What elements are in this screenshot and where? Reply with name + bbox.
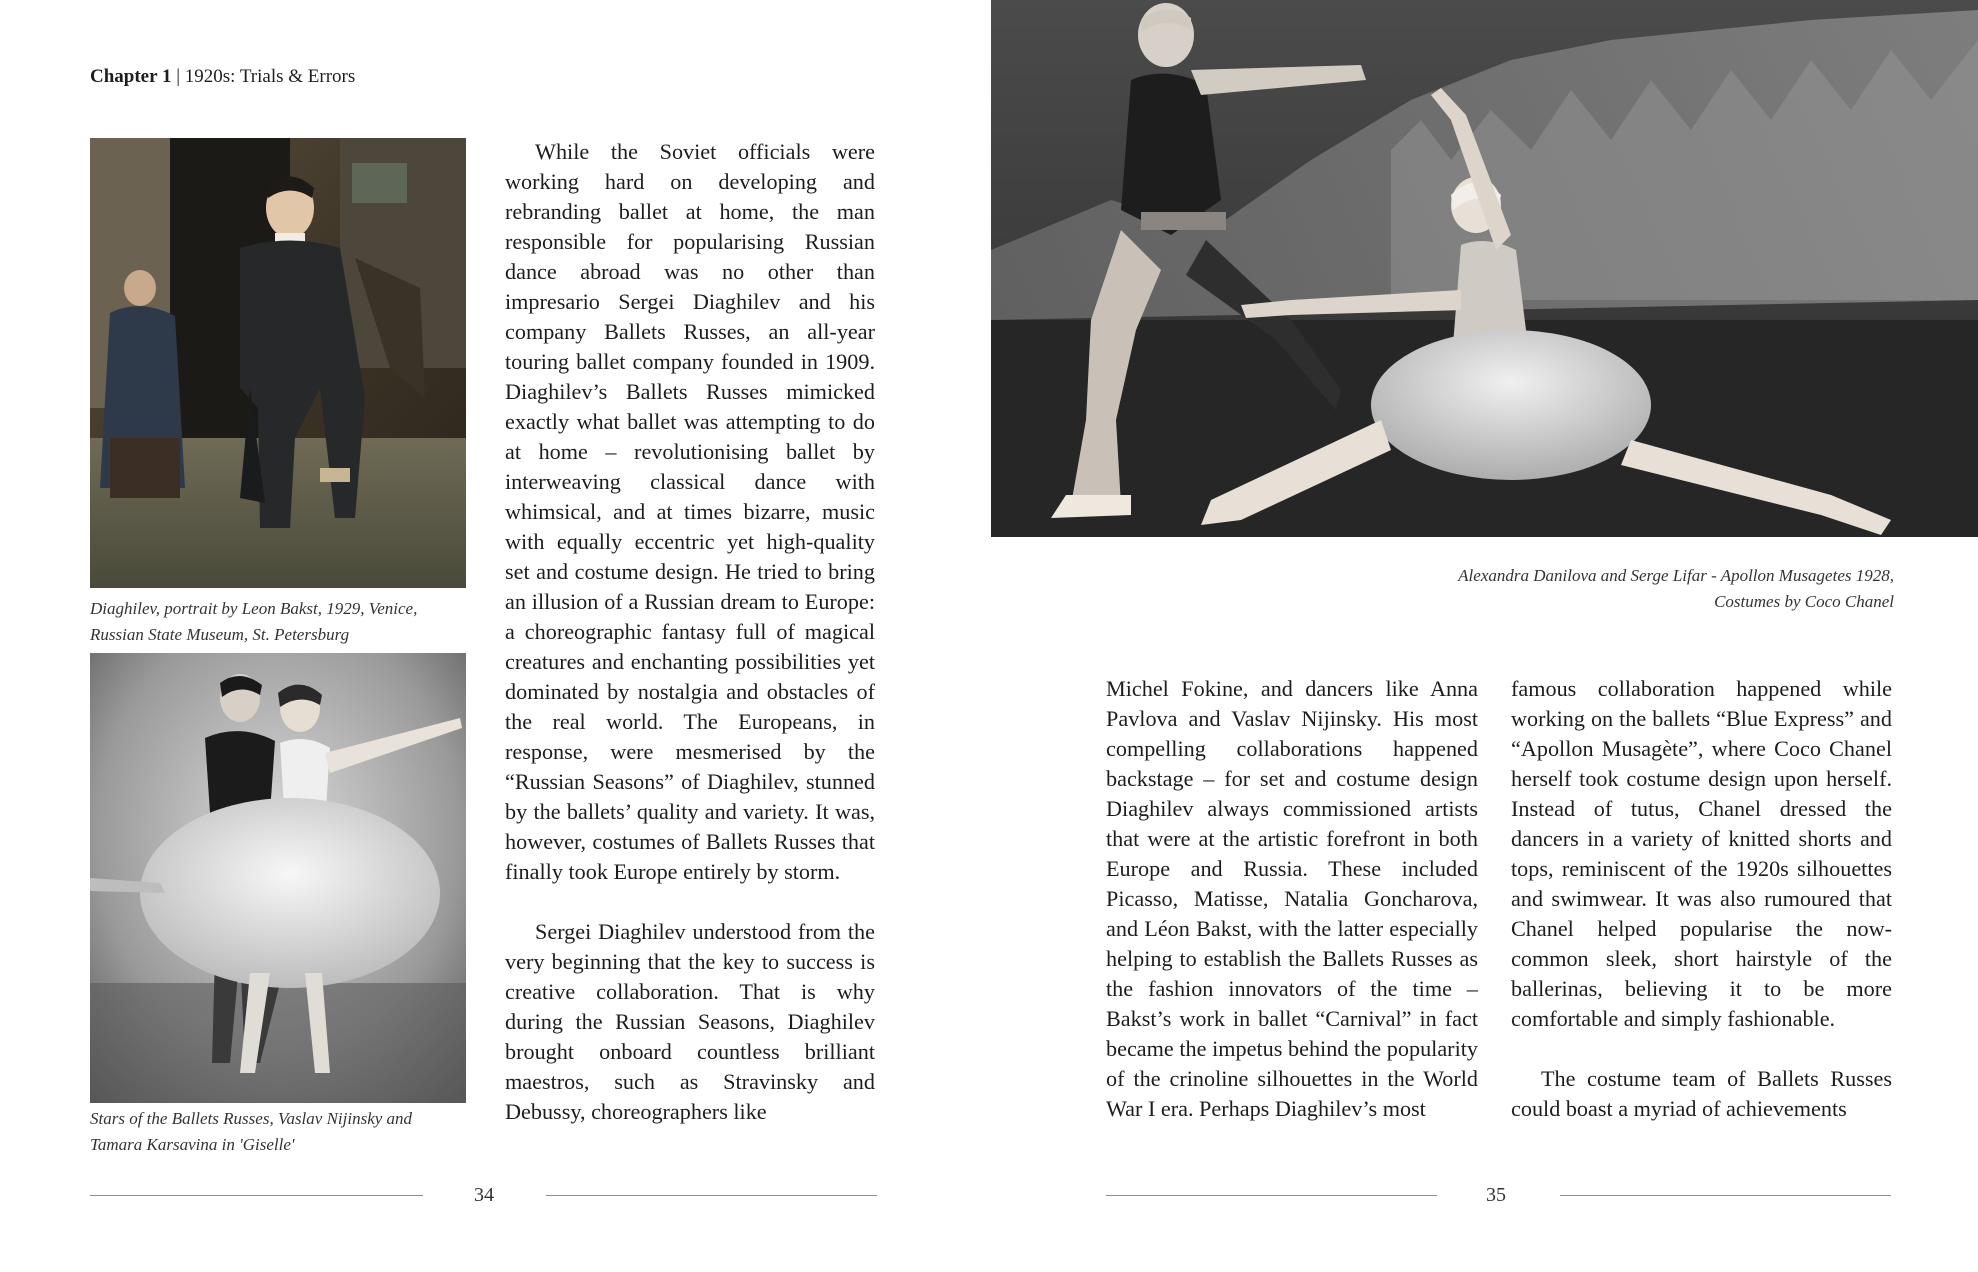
giselle-photo-image xyxy=(90,653,466,1103)
portrait-caption xyxy=(90,596,470,648)
left-page-number: 34 xyxy=(474,1184,494,1206)
giselle-caption-line-2: Tamara Karsavina in 'Giselle' xyxy=(90,1135,295,1154)
left-paragraph-2: Sergei Diaghilev understood from the very beginning that the key to success is creative collaboration. That is why during the Russian Seasons, Diaghilev brought onboard countless brilliant maestros, such as Stravinsky and Debussy, choreographers like xyxy=(505,919,875,1124)
right-footer-rule-left xyxy=(1106,1195,1437,1196)
giselle-caption xyxy=(90,1106,470,1158)
left-text-column xyxy=(505,137,875,1127)
right-column-2-paragraph-1: famous collaboration happened while working on the ballets “Blue Express” and “Apollon Musagète”, where Coco Chanel herself took costume design upon herself. Instead of tutus, Chanel dressed the dancers in a variety of knitted shorts and tops, reminiscent of the 1920s silhouettes and swimwear. It was also rumoured that Chanel helped popularise the now-common sleek, short hairstyle of the ballerinas, believing it to be more comfortable and simply fashionable. xyxy=(1511,676,1892,1031)
right-footer-rule-right xyxy=(1560,1195,1891,1196)
apollon-caption-line-2: Costumes by Coco Chanel xyxy=(1714,592,1894,611)
apollon-caption-line-1: Alexandra Danilova and Serge Lifar - Apollon Musagetes 1928, xyxy=(1458,566,1894,585)
running-header xyxy=(90,66,355,88)
chapter-label: Chapter 1 xyxy=(90,66,172,87)
right-text-column-2 xyxy=(1511,674,1892,1124)
left-footer-rule-left xyxy=(90,1195,423,1196)
right-page-number: 35 xyxy=(1486,1184,1506,1206)
apollon-musagetes-image xyxy=(991,0,1978,537)
right-column-1-paragraph: Michel Fokine, and dancers like Anna Pavlova and Vaslav Nijinsky. His most compelling collaborations happened backstage – for set and costume design Diaghilev always commissioned artists that were at the artistic forefront in both Europe and Russia. These included Picasso, Matisse, Natalia Goncharova, and Léon Bakst, with the latter especially helping to establish the Ballets Russes as the fashion innovators of the time – Bakst’s work in ballet “Carnival” in fact became the impetus behind the popularity of the crinoline silhouettes in the World War I era. Perhaps Diaghilev’s most xyxy=(1106,676,1478,1121)
right-column-2-paragraph-2: The costume team of Ballets Russes could boast a myriad of achievements xyxy=(1511,1066,1892,1121)
left-footer-rule-right xyxy=(546,1195,877,1196)
portrait-caption-line-1: Diaghilev, portrait by Leon Bakst, 1929, Venice, xyxy=(90,599,418,618)
chapter-title: 1920s: Trials & Errors xyxy=(184,66,356,87)
diaghilev-portrait-image xyxy=(90,138,466,588)
header-separator: | xyxy=(176,66,181,87)
apollon-caption xyxy=(1370,563,1894,615)
right-text-column-1 xyxy=(1106,674,1478,1124)
portrait-caption-line-2: Russian State Museum, St. Petersburg xyxy=(90,625,350,644)
left-paragraph-1: While the Soviet officials were working hard on developing and rebranding ballet at home, the man responsible for popularising Russian dance abroad was no other than impresario Sergei Diaghilev and his company Ballets Russes, an all-year touring ballet company founded in 1909. Diaghilev’s Ballets Russes mimicked exactly what ballet was attempting to do at home – revolutionising ballet by interweaving classical dance with whimsical, and at times bizarre, music with equally eccentric yet high-quality set and costume design. He tried to bring an illusion of a Russian dream to Europe: a choreographic fantasy full of magical creatures and enchanting possibilities yet dominated by nostalgia and obstacles of the real world. The Europeans, in response, were mesmerised by the “Russian Seasons” of Diaghilev, stunned by the ballets’ quality and variety. It was, however, costumes of Ballets Russes that finally took Europe entirely by storm. xyxy=(505,139,875,884)
giselle-caption-line-1: Stars of the Ballets Russes, Vaslav Nijinsky and xyxy=(90,1109,413,1128)
